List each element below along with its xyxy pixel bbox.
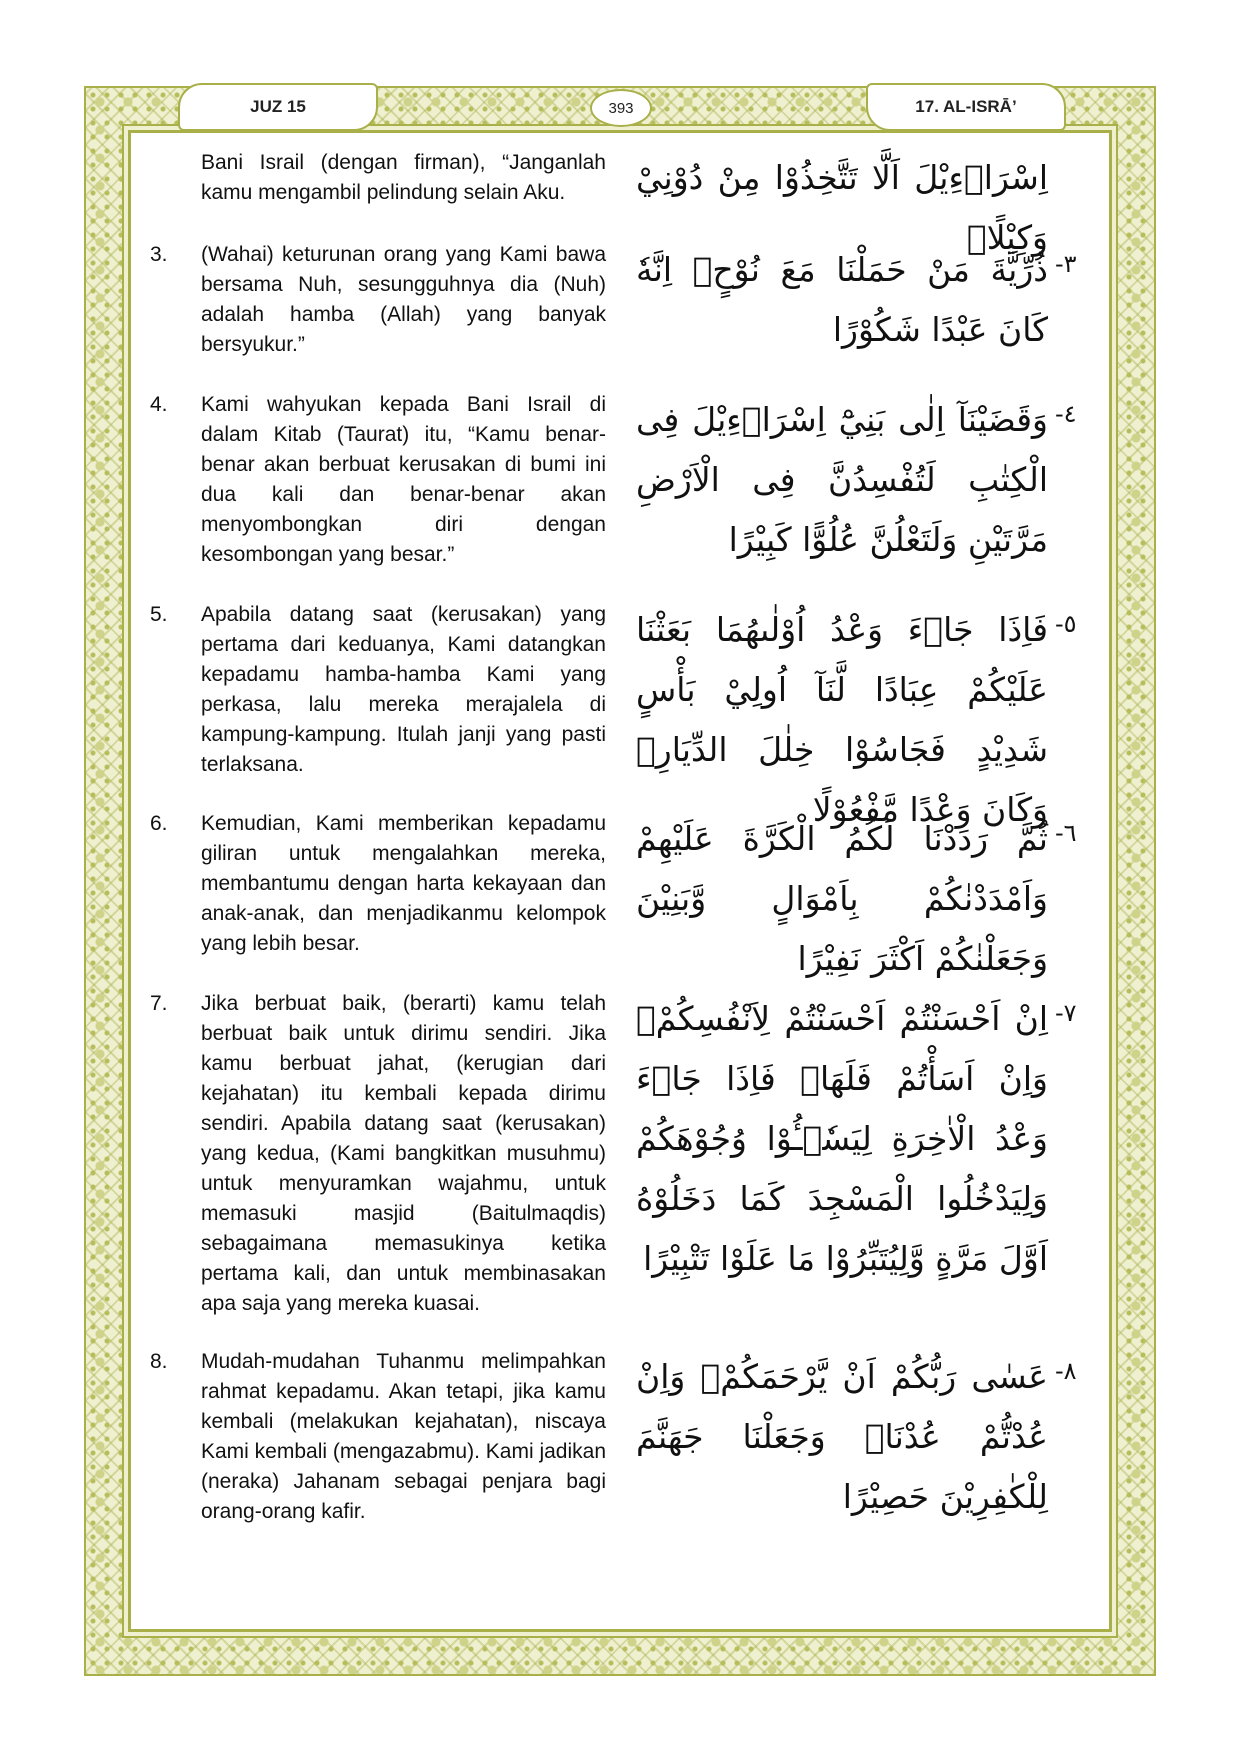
verse-arabic: ثُمَّ رَدَدْنَا لَكُمُ الْكَرَّةَ عَلَيْهِمْ وَاَمْدَدْنٰكُمْ بِاَمْوَالٍ وَّبَنِيْنَ وَجَعَلْنٰكُمْ اَكْثَرَ نَفِيْرًا (636, 819, 1048, 978)
verse-arabic-number: -٣ (1055, 250, 1077, 278)
verse-translation: Kemudian, Kami memberikan kepadamu giliran untuk mengalahkan mereka, membantumu dengan harta kekayaan dan anak-anak, dan menjadikanmu kelompok yang lebih besar. (201, 812, 606, 955)
verse-translation: (Wahai) keturunan orang yang Kami bawa bersama Nuh, sesungguhnya dia (Nuh) adalah hamba (Allah) yang banyak bersyukur.” (201, 243, 606, 356)
verse-arabic-number: -٧ (1055, 999, 1077, 1027)
verse-translation: Jika berbuat baik, (berarti) kamu telah berbuat baik untuk dirimu sendiri. Jika kamu berbuat jahat, (kerugian dari kejahatan) itu kembali kepada dirimu sendiri. Apabila datang saat (kerusakan) yang kedua, (Kami bangkitkan musuhmu) untuk menyuramkan wajahmu, untuk memasuki masjid (Baitulmaqdis) sebagaimana memasukinya ketika pertama kali, dan untuk membinasakan apa saja yang mereka kuasai. (201, 992, 606, 1315)
verse-translation: Mudah-mudahan Tuhanmu melimpahkan rahmat kepadamu. Akan tetapi, jika kamu kembali (melakukan kejahatan), niscaya Kami kembali (mengazabmu). Kami jadikan (neraka) Jahanam sebagai penjara bagi orang-orang kafir. (201, 1350, 606, 1523)
verse-number: 5. (150, 603, 168, 626)
verse-arabic-number: -٥ (1055, 610, 1077, 638)
verse-arabic: ذُرِّيَّةَ مَنْ حَمَلْنَا مَعَ نُوْحٍۗ اِنَّهٗ كَانَ عَبْدًا شَكُوْرًا (636, 250, 1048, 349)
verse-number: 3. (150, 243, 168, 266)
verse-arabic-number: -٨ (1055, 1357, 1077, 1385)
verse-number: 6. (150, 812, 168, 835)
verse-arabic: وَقَضَيْنَآ اِلٰى بَنِيْٓ اِسْرَاۤءِيْلَ فِى الْكِتٰبِ لَتُفْسِدُنَّ فِى الْاَرْضِ مَرَّتَيْنِ وَلَتَعْلُنَّ عُلُوًّا كَبِيْرًا (636, 400, 1048, 559)
verse-arabic: فَاِذَا جَاۤءَ وَعْدُ اُوْلٰىهُمَا بَعَثْنَا عَلَيْكُمْ عِبَادًا لَّنَآ اُولِيْ بَأْسٍ شَدِيْدٍ فَجَاسُوْا خِلٰلَ الدِّيَارِۗ وَكَانَ وَعْدًا مَّفْعُوْلًا (636, 610, 1048, 829)
verse-number: 8. (150, 1350, 168, 1373)
surah-label (866, 83, 1066, 131)
verse-arabic-number: -٤ (1055, 400, 1077, 428)
verse-number: 4. (150, 393, 168, 416)
page-number (590, 89, 652, 127)
verse-number: 7. (150, 992, 168, 1015)
verse-arabic: اِنْ اَحْسَنْتُمْ اَحْسَنْتُمْ لِاَنْفُسِكُمْۗ وَاِنْ اَسَأْتُمْ فَلَهَاۗ فَاِذَا جَاۤءَ وَعْدُ الْاٰخِرَةِ لِيَسٗۤـُٔوْا وُجُوْهَكُمْ وَلِيَدْخُلُوا الْمَسْجِدَ كَمَا دَخَلُوْهُ اَوَّلَ مَرَّةٍ وَّلِيُتَبِّرُوْا مَا عَلَوْا تَتْبِيْرًا (636, 999, 1048, 1278)
surah-text: 17. AL-ISRĀ’ (915, 97, 1017, 116)
verse-translation: Bani Israil (dengan firman), “Janganlah kamu mengambil pelindung selain Aku. (201, 151, 606, 204)
page-number-text: 393 (608, 99, 634, 117)
verse-translation: Apabila datang saat (kerusakan) yang pertama dari keduanya, Kami datangkan kepadamu hamba-hamba Kami yang perkasa, lalu mereka merajalela di kampung-kampung. Itulah janji yang pasti terlaksana. (201, 603, 606, 776)
juz-text: JUZ 15 (250, 97, 306, 116)
verse-arabic: عَسٰى رَبُّكُمْ اَنْ يَّرْحَمَكُمْۚ وَاِنْ عُدْتُّمْ عُدْنَاۘ وَجَعَلْنَا جَهَنَّمَ لِلْكٰفِرِيْنَ حَصِيْرًا (636, 1357, 1048, 1516)
verse-translation: Kami wahyukan kepada Bani Israil di dalam Kitab (Taurat) itu, “Kamu benar-benar akan berbuat kerusakan di bumi ini dua kali dan benar-benar akan menyombongkan diri dengan kesombongan yang besar.” (201, 393, 606, 566)
verse-arabic-number: -٦ (1055, 819, 1077, 847)
juz-label (178, 83, 378, 131)
verse-arabic: اِسْرَاۤءِيْلَ اَلَّا تَتَّخِذُوْا مِنْ دُوْنِيْ وَكِيْلًاۗ (636, 158, 1048, 257)
